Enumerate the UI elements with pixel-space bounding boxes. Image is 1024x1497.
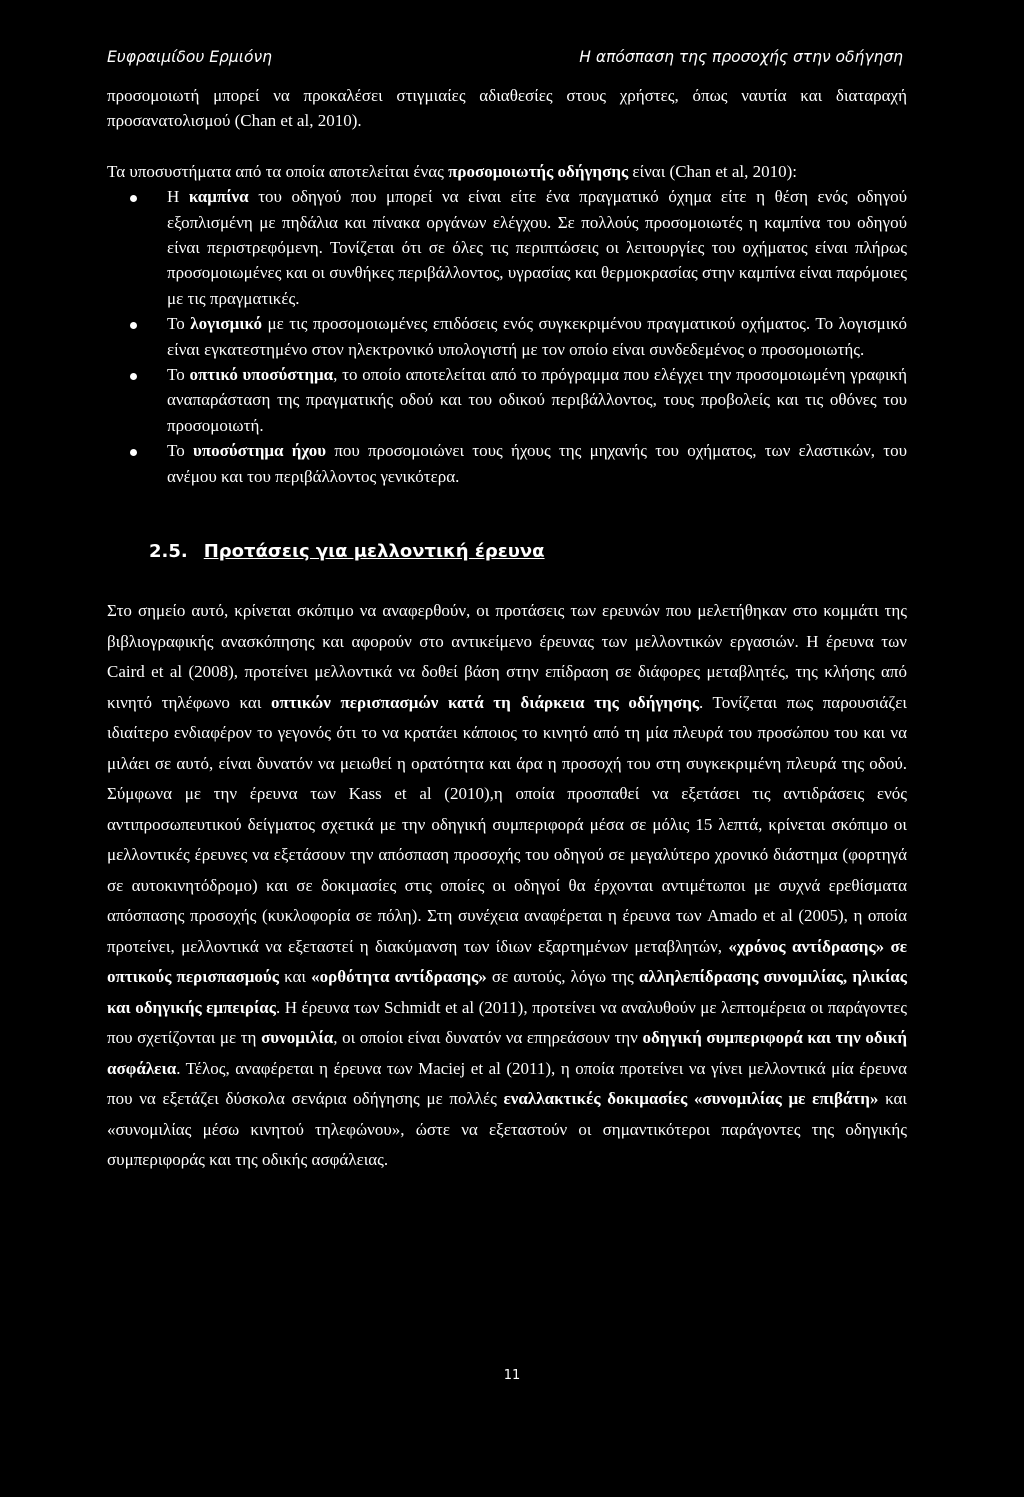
bullet-dot-icon <box>130 195 137 202</box>
subsystems-list <box>107 184 907 489</box>
section-title: Προτάσεις για μελλοντική έρευνα <box>203 541 545 563</box>
lead-text-after: είναι (Chan et al, 2010): <box>628 161 798 181</box>
body-text-8: και «συνομιλίας μέσω κινητού τηλεφώνου», ώστε να εξεταστούν οι σημαντικότεροι παράγοντες της οδηγικής συμπεριφοράς και της οδικής ασφάλειας. <box>107 1089 908 1170</box>
body-bold-6: οδηγική συμπεριφορά και την οδική ασφάλεια <box>107 1028 908 1078</box>
bullet-dot-icon <box>130 449 137 456</box>
page-content <box>107 83 907 1176</box>
list-item-visual-subsystem <box>107 362 907 438</box>
running-header-author: Ευφραιμίδου Ερμιόνη <box>107 48 272 66</box>
lead-bold-term: προσομοιωτής οδήγησης <box>448 161 629 181</box>
future-research-paragraph <box>107 596 907 1176</box>
intro-continuation-paragraph: προσομοιωτή μπορεί να προκαλέσει στιγμιαίες αδιαθεσίες στους χρήστες, όπως ναυτία και διαταραχή προσανατολισμού (Chan et al, 2010). <box>107 86 907 131</box>
body-text-5: . Η έρευνα των Schmidt et al (2011), προτείνει να αναλυθούν με λεπτομέρεια οι παράγοντες που σχετίζονται με τη <box>107 997 907 1048</box>
list-item-software <box>107 311 907 362</box>
body-bold-4: αλληλεπίδρασης συνομιλίας, ηλικίας και οδηγικής εμπειρίας <box>107 967 907 1017</box>
list-item-text-after: του οδηγού που μπορεί να είναι είτε ένα πραγματικό όχημα είτε η θέση ενός οδηγού εξοπλισμένη με πηδάλια και πίνακα οργάνων ελέγχου. Σε πολλούς προσομοιωτές η καμπίνα του οδηγού είναι περιστρεφόμενη. Τονίζεται ότι σε όλες τις περιπτώσεις οι λειτουργίες του οχήματος είναι πλήρως προσομοιωμένες και οι συνθήκες περιβάλλοντος, υγρασίας και θερμοκρασίας στην καμπίνα είναι παρόμοιες με τις πραγματικές. <box>167 187 907 308</box>
list-item-sound-subsystem <box>107 438 907 489</box>
list-item-bold-term: καμπίνα <box>188 187 249 207</box>
lead-text-before: Τα υποσυστήματα από τα οποία αποτελείται ένας <box>107 161 449 181</box>
list-item-text-before: Το <box>167 441 193 461</box>
body-text-6: , οι οποίοι είναι δυνατόν να επηρεάσουν την <box>333 1028 643 1048</box>
list-item-text-after: , το οποίο αποτελείται από το πρόγραμμα που ελέγχει την προσομοιωμένη γραφική αναπαράσταση της πραγματικής οδού και του οδικού περιβάλλοντος, τους προβολείς και τις οθόνες του προσομοιωτή. <box>167 365 907 435</box>
list-item-text-before: Το <box>167 314 191 334</box>
list-item-text-before: Το <box>167 365 190 385</box>
list-item-bold-term: οπτικό υποσύστημα <box>189 365 334 385</box>
body-text-3: και <box>278 967 312 987</box>
body-text-2: . Τονίζεται πως παρουσιάζει ιδιαίτερο ενδιαφέρον το γεγονός ότι το να κρατάει κάποιος το κινητό από τη μία πλευρά του προσώπου του και να μιλάει σε αυτό, είναι δυνατόν να μειωθεί η ορατότητα και άρα η προσοχή του στη συγκεκριμένη πλευρά της οδού. Σύμφωνα με την έρευνα των Kass et al (2010),η οποία προσπαθεί να εξετάσει τις αντιδράσεις ενός αντιπροσωπευτικού δείγματος σχετικά με την οδηγική συμπεριφορά μέσα σε μόλις 15 λεπτά, κρίνεται σκόπιμο οι μελλοντικές έρευνες να εξετάσουν την απόσπαση προσοχής του οδηγού σε μεγαλύτερο χρονικό διάστημα (φορτηγά σε αυτοκινητόδρομο) και σε δοκιμασίες στις οποίες οι οδηγοί θα έρχονται αντιμέτωποι με συχνά ερεθίσματα απόσπασης προσοχής (κυκλοφορία σε πόλη). Στη συνέχεια αναφέρεται η έρευνα των Amado et al (2005), η οποία προτείνει, μελλοντικά να εξεταστεί η διακύμανση των ίδιων εξαρτημένων μεταβλητών, <box>107 692 907 956</box>
subsystems-lead-paragraph <box>107 159 907 184</box>
body-bold-2: «χρόνος αντίδρασης» σε οπτικούς περισπασμούς <box>107 936 907 987</box>
body-bold-7: εναλλακτικές δοκιμασίες «συνομιλίας με επιβάτη» <box>503 1089 879 1109</box>
list-item-text-after: που προσομοιώνει τους ήχους της μηχανής του οχήματος, των ελαστικών, του ανέμου και του περιβάλλοντος γενικότερα. <box>167 441 907 486</box>
list-item-text-before: Η <box>167 187 189 207</box>
body-bold-5: συνομιλία <box>261 1028 334 1048</box>
list-item-bold-term: λογισμικό <box>190 314 262 334</box>
bullet-dot-icon <box>130 322 137 329</box>
body-text-7: . Τέλος, αναφέρεται η έρευνα των Maciej et al (2011), η οποία προτείνει να γίνει μελλοντικά μία έρευνα που να εξετάζει δύσκολα σενάρια οδήγησης με πολλές <box>107 1058 907 1109</box>
body-bold-1: οπτικών περισπασμών κατά τη διάρκεια της οδήγησης <box>271 692 700 712</box>
body-bold-3: «ορθότητα αντίδρασης» <box>311 967 487 987</box>
body-text-1: Στο σημείο αυτό, κρίνεται σκόπιμο να αναφερθούν, οι προτάσεις των ερευνών που μελετήθηκαν στο κομμάτι της βιβλιογραφικής ανασκόπησης και αφορούν στο αντικείμενο έρευνας των μελλοντικών εργασιών. Η έρευνα των Caird et al (2008), προτείνει μελλοντικά να δοθεί βάση στην επίδραση σε διάφορες μεταβλητές, της κλήσης από κινητό τηλέφωνο και <box>107 601 907 712</box>
section-heading <box>149 541 907 562</box>
bullet-dot-icon <box>130 373 137 380</box>
list-item-bold-term: υποσύστημα ήχου <box>192 441 327 461</box>
list-item-cabin <box>107 184 907 311</box>
list-item-text-after: με τις προσομοιωμένες επιδόσεις ενός συγκεκριμένου πραγματικού οχήματος. Το λογισμικό είναι εγκατεστημένο στον ηλεκτρονικό υπολογιστή με τον οποίο είναι συνδεδεμένος ο προσομοιωτής. <box>167 314 907 359</box>
running-header-title: Η απόσπαση της προσοχής στην οδήγηση <box>579 48 903 66</box>
page-number: 11 <box>503 1368 521 1383</box>
body-text-4: σε αυτούς, λόγω της <box>486 967 639 987</box>
section-number: 2.5. <box>149 541 188 563</box>
